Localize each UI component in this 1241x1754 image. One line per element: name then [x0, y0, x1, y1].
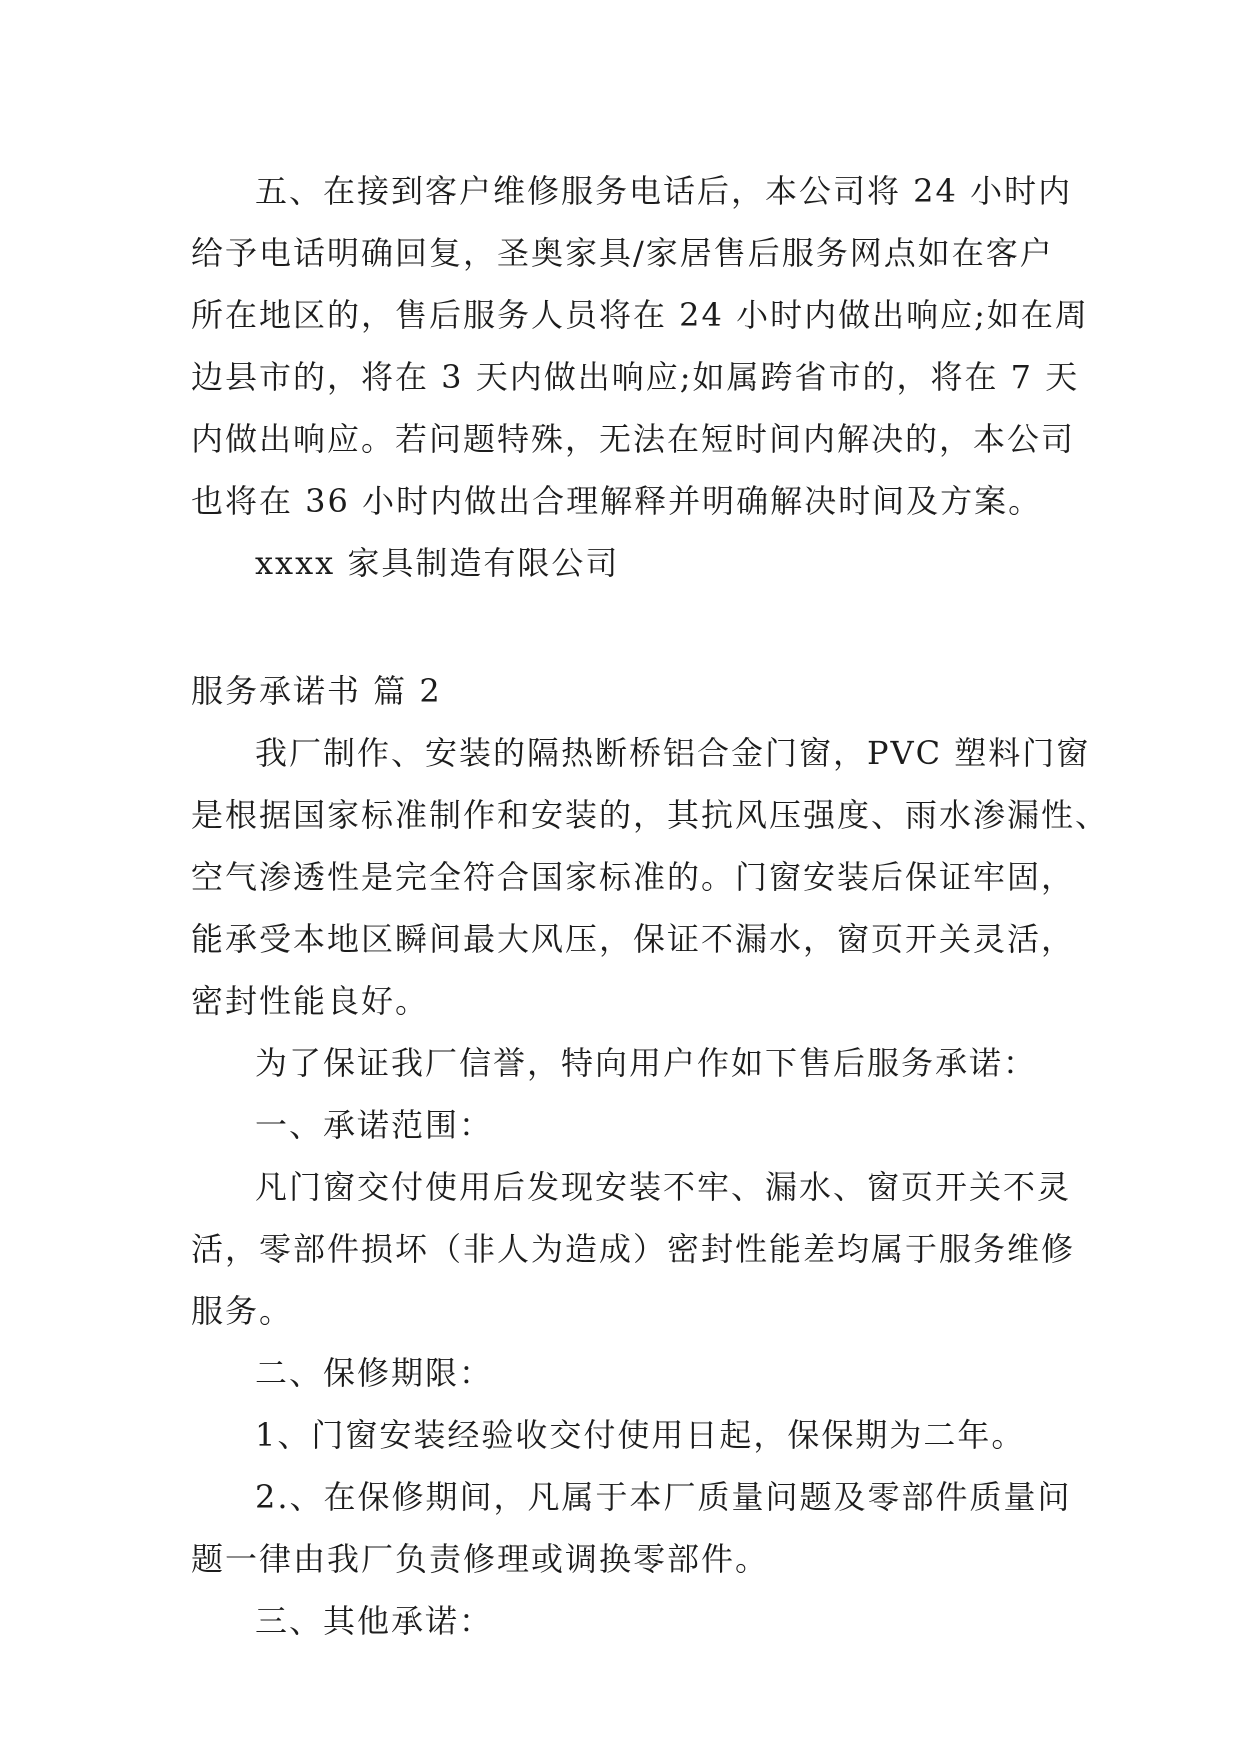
paragraph-line: 给予电话明确回复，圣奥家具/家居售后服务网点如在客户	[191, 234, 1054, 272]
paragraph-line: 内做出响应。若问题特殊，无法在短时间内解决的，本公司	[191, 420, 1076, 458]
paragraph-line: 边县市的，将在 3 天内做出响应;如属跨省市的，将在 7 天	[191, 358, 1080, 396]
paragraph-line: 题一律由我厂负责修理或调换零部件。	[191, 1540, 770, 1578]
section-spacer	[191, 594, 1071, 660]
paragraph-line: 是根据国家标准制作和安装的，其抗风压强度、雨水渗漏性、	[191, 796, 1110, 834]
section-title: 服务承诺书 篇 2	[191, 672, 442, 710]
paragraph-line: 我厂制作、安装的隔热断桥铝合金门窗，PVC 塑料门窗	[255, 734, 1091, 772]
warranty-item: 2.、在保修期间，凡属于本厂质量问题及零部件质量问	[255, 1478, 1072, 1516]
paragraph-line: 服务。	[191, 1292, 294, 1330]
warranty-item: 1、门窗安装经验收交付使用日起，保保期为二年。	[255, 1416, 1026, 1454]
paragraph-line: 活，零部件损坏（非人为造成）密封性能差均属于服务维修	[191, 1230, 1076, 1268]
other-heading: 三、其他承诺：	[255, 1602, 494, 1640]
paragraph-line: 空气渗透性是完全符合国家标准的。门窗安装后保证牢固，	[191, 858, 1076, 896]
paragraph-line: 凡门窗交付使用后发现安装不牢、漏水、窗页开关不灵	[255, 1168, 1072, 1206]
paragraph-line: 也将在 36 小时内做出合理解释并明确解决时间及方案。	[191, 482, 1043, 520]
scope-heading: 一、承诺范围：	[255, 1106, 494, 1144]
paragraph-line: 密封性能良好。	[191, 982, 430, 1020]
paragraph-line: 所在地区的，售后服务人员将在 24 小时内做出响应;如在周	[191, 296, 1089, 334]
company-signature: xxxx 家具制造有限公司	[255, 544, 620, 582]
paragraph-line: 能承受本地区瞬间最大风压，保证不漏水，窗页开关灵活，	[191, 920, 1076, 958]
document-body	[191, 160, 1110, 1652]
warranty-heading: 二、保修期限：	[255, 1354, 494, 1392]
paragraph-line: 五、在接到客户维修服务电话后，本公司将 24 小时内	[255, 172, 1073, 210]
promise-intro: 为了保证我厂信誉，特向用户作如下售后服务承诺：	[255, 1044, 1038, 1082]
